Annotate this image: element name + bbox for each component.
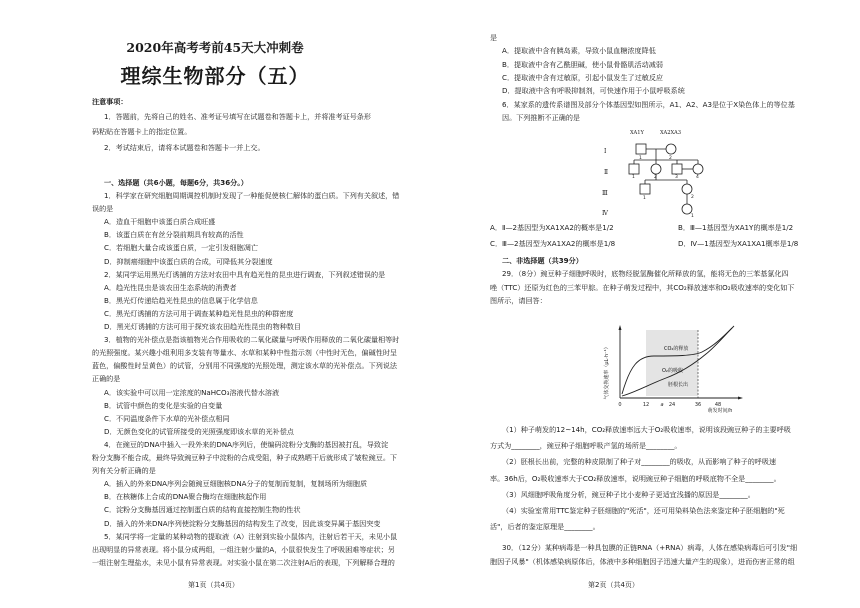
text-line: A．造血干细胞中该蛋白质合成旺盛	[104, 217, 216, 227]
text-line: 蓝色，偏酸性时呈黄色）的试管，分别用不同强度的光照处理，测定该水草的光补偿点。下列说法	[92, 361, 398, 371]
text-line: C．不同温度条件下水草的光补偿点相同	[104, 413, 230, 423]
individual-number: 2	[654, 175, 657, 180]
genotype-label: XA2XA3	[660, 130, 682, 136]
individual-number: 4	[696, 175, 699, 180]
x-tick: 48	[714, 402, 722, 408]
exam-subtitle: 理综生物部分（五）	[120, 64, 310, 88]
text-line: 2．某同学运用黑光灯诱捕的方法对农田中具有趋光性的昆虫进行调查，下列叙述错误的是	[104, 269, 386, 279]
label-radicle: 胚根长出	[668, 382, 689, 388]
text-line: C．黑光灯诱捕的方法可用于调查某种趋光性昆虫的种群密度	[104, 308, 294, 318]
text-line: 30．（12分）某种病毒是一种具包膜的正链RNA（+RNA）病毒，人体在感染病毒后可引发"细	[502, 543, 798, 552]
note-line: 2．考试结束后，请将本试题卷和答题卡一并上交。	[104, 143, 265, 152]
text-line: 胞因子风暴"（机体感染病原体后，体液中多种细胞因子迅速大量产生的现象），进而伤害正常的组	[490, 556, 795, 566]
pedigree-chart	[602, 122, 714, 218]
text-line: B．黑光灯传递给趋光性昆虫的信息属于化学信息	[104, 295, 258, 305]
option-6b: B．Ⅲ—1基因型为XA1Y的概率是1/2	[678, 223, 794, 232]
exam-page-right	[430, 0, 860, 608]
genotype-label: XA1Y	[630, 130, 644, 136]
text-line: D．插入的外来DNA序列使淀粉分支酶基因的结构发生了改变，因此该变异属于基因突变	[104, 518, 381, 528]
note-line: 码粘贴在答题卡上的指定位置。	[92, 127, 192, 136]
gen-label: Ⅰ	[604, 148, 607, 155]
text-line: 列有关分析正确的是	[92, 466, 156, 476]
text-line: 误的是	[92, 204, 114, 214]
x-mark-a: a	[660, 402, 664, 408]
text-line: 是	[490, 33, 498, 42]
text-line: B．该蛋白质在有丝分裂前期具有较高的活性	[104, 230, 244, 240]
x-tick: 24	[668, 402, 676, 408]
individual-number: 1	[639, 156, 642, 161]
text-line: D．黑光灯诱捕的方法可用于探究该农田趋光性昆虫的物种数目	[104, 322, 301, 331]
text-line: （2）胚根长出前，完整的种皮限制了种子对________的吸收，从而影响了种子的呼吸速	[502, 457, 777, 467]
text-line: A．插入的外来DNA序列会随豌豆细胞核DNA分子的复制而复制，复制场所为细胞质	[104, 479, 368, 489]
text-line: 方式为________，豌豆种子细胞呼吸产氢的场所是________。	[490, 441, 682, 451]
individual-number: 1	[691, 214, 694, 218]
text-line: B．在核糖体上合成的DNA聚合酶均在细胞核起作用	[104, 492, 267, 502]
text-line: 一组注射生理盐水，未见小鼠有异常表现。对实验小鼠在第二次注射A后的表现，下列解释合理的	[92, 557, 395, 567]
text-line: 粉分支酶不能合成，最终导致豌豆种子中淀粉的合成受阻，种子成熟晒干后就形成了皱粒豌豆。下	[92, 453, 398, 462]
text-line: A．趋光性昆虫是该农田生态系统的消费者	[104, 282, 237, 292]
female-symbol	[682, 184, 692, 194]
x-tick: 36	[694, 402, 702, 408]
female-symbol	[682, 204, 692, 214]
male-symbol	[640, 184, 650, 194]
text-line: D．无颜色变化的试管所接受的光照强度即该水草的光补偿点	[104, 426, 294, 436]
text-line: A．提取液中含有胰岛素，导致小鼠血糖浓度降低	[502, 46, 656, 56]
gen-label: Ⅳ	[602, 210, 608, 217]
notes-heading: 注意事项：	[92, 97, 128, 106]
text-line: 6．某家系的遗传系谱图及部分个体基因型如图所示，A1、A2、A3是位于X染色体上的等位基	[502, 99, 795, 109]
page-footer: 第1页（共4页）	[188, 581, 239, 589]
text-line: D．提取液中含有呼吸抑制剂，可快速作用于小鼠呼吸系统	[502, 86, 685, 96]
text-line: 出现明显的异常表现。将小鼠分成两组，一组注射少量的A，小鼠很快发生了呼吸困难等症状；另	[92, 544, 395, 554]
individual-number: 1	[632, 175, 635, 180]
text-line: 活"，后者的鉴定原理是________。	[490, 522, 600, 532]
individual-number: 1	[643, 196, 646, 201]
male-symbol	[672, 164, 682, 174]
label-co2: CO₂的释放	[664, 346, 689, 352]
label-o2: O₂的吸收	[662, 368, 683, 374]
graph-xlabel: 萌发时间/h	[707, 408, 733, 414]
text-line: 图所示，请回答：	[490, 296, 547, 305]
text-line: B．提取液中含有乙酰胆碱，使小鼠骨骼肌活动减弱	[502, 59, 663, 69]
note-line: 1．答题前，先将自己的姓名、准考证号填写在试题卷和答题卡上，并将准考证号条形	[104, 112, 371, 121]
page-footer: 第2页（共4页）	[588, 581, 639, 589]
text-line: C．若细胞大量合成该蛋白质，一定引发细胞凋亡	[104, 243, 258, 253]
text-line: （1）种子萌发的12~14h，CO₂释放速率远大于O₂吸收速率，说明该段豌豆种子的主要呼吸	[502, 425, 791, 434]
section-nonchoice-heading: 二、非选择题（共39分）	[502, 256, 583, 265]
text-line: 1．科学家在研究细胞周期调控机制时发现了一种能促使核仁解体的蛋白质。下列有关叙述，错	[104, 191, 400, 200]
individual-number: 3	[675, 175, 678, 180]
x-tick: 12	[642, 402, 650, 408]
text-line: C．提取液中含有过敏原，引起小鼠发生了过敏反应	[502, 72, 664, 82]
option-6c: C．Ⅲ—2基因型为XA1XA2的概率是1/8	[490, 239, 616, 248]
gas-exchange-graph	[602, 322, 752, 414]
individual-number: 2	[691, 195, 694, 200]
text-line: 5．某同学将一定量的某种动物的提取液（A）注射到实验小鼠体内，注射后若干天，未见小鼠	[104, 531, 398, 541]
text-line: 正确的是	[92, 374, 121, 384]
text-line: 率。36h后，O₂吸收速率大于CO₂释放速率，说明豌豆种子细胞的呼吸底物不全是________。	[490, 473, 781, 483]
female-symbol	[693, 164, 703, 174]
text-line: B．试管中颜色的变化是实验的自变量	[104, 400, 223, 410]
exam-title: 2020年高考考前45天大冲刺卷	[126, 40, 304, 55]
text-line: 4．在豌豆的DNA中插入一段外来的DNA序列后，使编码淀粉分支酶的基因被打乱，导致淀	[104, 439, 389, 449]
text-line: D．抑制癌细胞中该蛋白质的合成，可降低其分裂速度	[104, 256, 273, 266]
female-symbol	[666, 144, 676, 154]
option-6a: A．Ⅱ—2基因型为XA1XA2的概率是1/2	[490, 223, 614, 232]
text-line: 3．植物的光补偿点是指该植物光合作用吸收的二氧化碳量与呼吸作用释放的二氧化碳量相等时	[104, 335, 400, 345]
text-line: 唑（TTC）还原为红色的三苯甲腙。在种子萌发过程中，其CO₂释放速率和O₂吸收速率的变化如下	[490, 282, 795, 292]
individual-number: 2	[669, 156, 672, 161]
option-6d: D．Ⅳ—1基因型为XA1XA1概率是1/8	[678, 239, 799, 248]
female-symbol	[651, 164, 661, 174]
graph-ylabel: 气体交换速率（μL·h⁻¹）	[604, 344, 610, 400]
text-line: （4）实验室常用TTC鉴定种子胚细胞的"死活"，还可用染料染色法来鉴定种子胚细胞的"死	[502, 506, 785, 515]
text-line: C．淀粉分支酶基因通过控制蛋白质的结构直接控制生物的性状	[104, 505, 301, 515]
text-line: 因。下列推断不正确的是	[502, 112, 581, 122]
gen-label: Ⅲ	[602, 190, 608, 197]
male-symbol	[629, 164, 639, 174]
male-symbol	[636, 144, 646, 154]
x-tick: 0	[618, 402, 622, 408]
text-line: 29．（8分）豌豆种子细胞呼吸时，底物经脱氢酶催化所释放的氢，能将无色的三苯基氯化四	[502, 269, 789, 278]
text-line: （3）风细胞呼吸角度分析，豌豆种子比小麦种子更适宜浅播的原因是________。	[502, 489, 755, 499]
text-line: A．该实验中可以用一定浓度的NaHCO₃溶液代替水溶液	[104, 387, 280, 397]
section-choice-heading: 一、选择题（共6小题，每题6分，共36分。）	[104, 178, 248, 187]
gen-label: Ⅱ	[604, 169, 609, 176]
text-line: 的光照强度。某兴趣小组利用多支装有等量水、水草和某种中性指示剂（中性时无色，偏碱性时呈	[92, 348, 398, 358]
